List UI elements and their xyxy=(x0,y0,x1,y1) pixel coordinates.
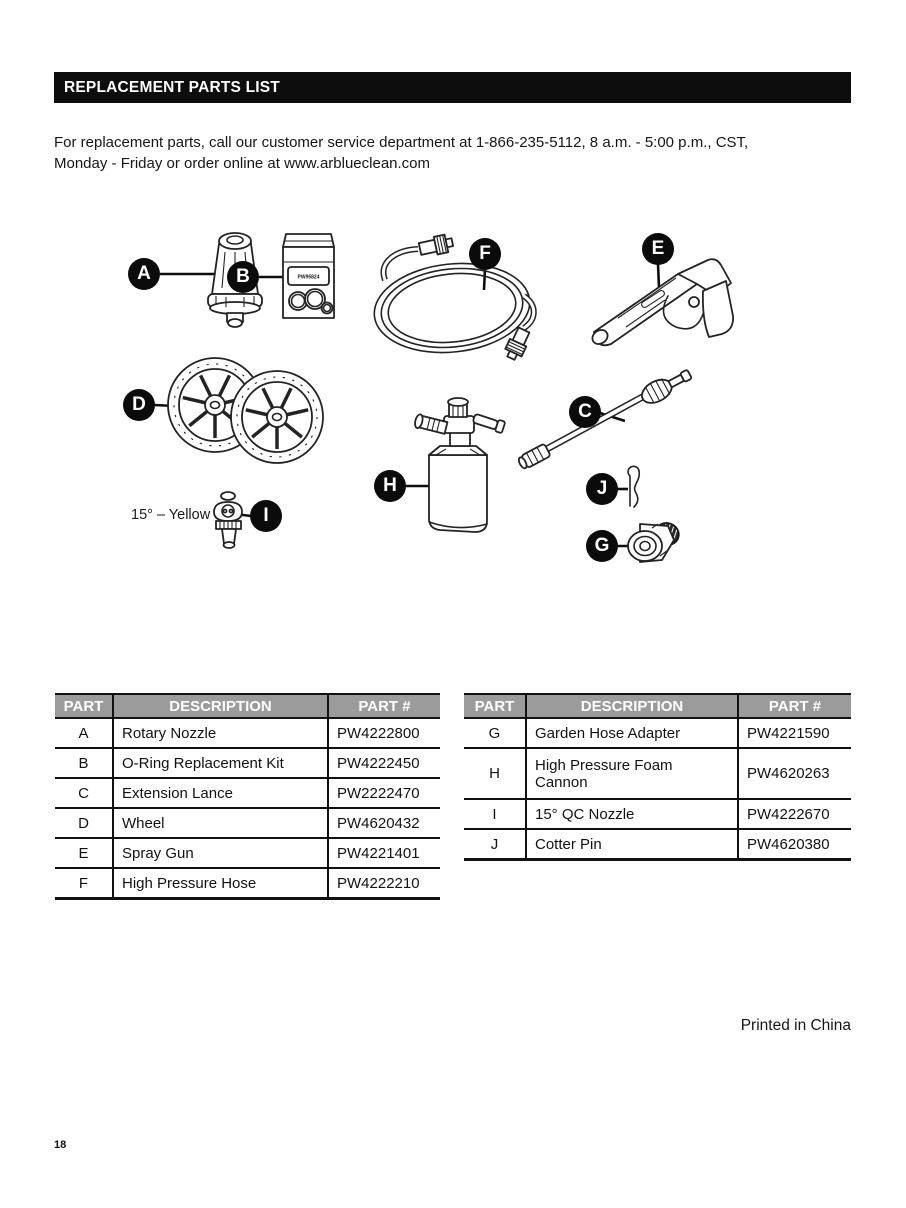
callout-J-letter: J xyxy=(596,478,608,499)
callout-D-letter: D xyxy=(132,394,146,415)
part-number: PW4222210 xyxy=(328,868,440,899)
table-row xyxy=(55,838,440,868)
table-row xyxy=(55,778,440,808)
wheels-drawing xyxy=(168,358,323,463)
part-description: High Pressure Foam Cannon xyxy=(526,748,738,799)
callout-H-letter: H xyxy=(383,475,397,496)
package-label-text: PW95824 xyxy=(297,274,320,281)
intro-text xyxy=(54,132,844,174)
cotter-pin-drawing xyxy=(628,466,639,507)
part-number: PW4222450 xyxy=(328,748,440,778)
nozzle-angle-note: 15° – Yellow xyxy=(131,507,211,523)
parts-table-right xyxy=(464,693,851,861)
oring-kit-drawing xyxy=(283,234,334,318)
part-letter: D xyxy=(55,808,113,838)
callout-F xyxy=(469,238,501,270)
table-row xyxy=(464,799,851,829)
callout-C-letter: C xyxy=(578,401,592,422)
part-letter: A xyxy=(55,718,113,748)
part-number: PW4221590 xyxy=(738,718,851,748)
callout-H xyxy=(374,470,406,502)
table-row xyxy=(55,868,440,899)
section-title-bar xyxy=(54,72,851,103)
part-letter: J xyxy=(464,829,526,860)
garden-hose-adapter-drawing xyxy=(628,520,682,562)
foam-cannon-drawing xyxy=(414,398,506,532)
part-description: Spray Gun xyxy=(113,838,328,868)
part-description: High Pressure Hose xyxy=(113,868,328,899)
table-row xyxy=(464,748,851,799)
part-description: O-Ring Replacement Kit xyxy=(113,748,328,778)
callout-A xyxy=(128,258,160,290)
callout-A-letter: A xyxy=(137,263,151,284)
callout-E-letter: E xyxy=(651,238,665,259)
intro-line-1: For replacement parts, call our customer service department at 1-866-235-5112, 8 a.m. - 5:00 p.m., CST, xyxy=(54,134,749,151)
column-header-description: DESCRIPTION xyxy=(526,694,738,718)
table-header-row xyxy=(464,694,851,718)
column-header-part-number: PART # xyxy=(328,694,440,718)
part-letter: I xyxy=(464,799,526,829)
page-title: REPLACEMENT PARTS LIST xyxy=(64,78,280,96)
part-description: Wheel xyxy=(113,808,328,838)
part-description: Garden Hose Adapter xyxy=(526,718,738,748)
table-row xyxy=(464,718,851,748)
high-pressure-hose-drawing xyxy=(370,233,534,362)
parts-table-left xyxy=(55,693,440,900)
callout-B xyxy=(227,261,259,293)
column-header-part: PART xyxy=(55,694,113,718)
part-number: PW4221401 xyxy=(328,838,440,868)
part-description: Extension Lance xyxy=(113,778,328,808)
column-header-part: PART xyxy=(464,694,526,718)
part-letter: G xyxy=(464,718,526,748)
part-number: PW4222800 xyxy=(328,718,440,748)
part-letter: B xyxy=(55,748,113,778)
callout-I-letter: I xyxy=(263,505,269,526)
part-letter: F xyxy=(55,868,113,899)
callout-F-letter: F xyxy=(479,243,491,264)
callout-E xyxy=(642,233,674,265)
table-row xyxy=(464,829,851,860)
table-row xyxy=(55,808,440,838)
part-description: Cotter Pin xyxy=(526,829,738,860)
callout-I xyxy=(250,500,282,532)
part-number: PW4620432 xyxy=(328,808,440,838)
intro-line-2: Monday - Friday or order online at www.arblueclean.com xyxy=(54,155,431,172)
part-description: 15° QC Nozzle xyxy=(526,799,738,829)
printed-in-note: Printed in China xyxy=(740,1017,851,1034)
callout-G xyxy=(586,530,618,562)
part-number: PW4620263 xyxy=(738,748,851,799)
spray-gun-drawing xyxy=(590,259,733,347)
part-letter: E xyxy=(55,838,113,868)
page-number: 18 xyxy=(54,1139,67,1151)
part-number: PW4222670 xyxy=(738,799,851,829)
callout-J xyxy=(586,473,618,505)
part-letter: H xyxy=(464,748,526,799)
table-header-row xyxy=(55,694,440,718)
callout-C xyxy=(569,396,601,428)
column-header-part-number: PART # xyxy=(738,694,851,718)
callout-B-letter: B xyxy=(236,266,250,287)
part-number: PW2222470 xyxy=(328,778,440,808)
extension-lance-drawing xyxy=(517,365,694,470)
callout-D xyxy=(123,389,155,421)
column-header-description: DESCRIPTION xyxy=(113,694,328,718)
part-letter: C xyxy=(55,778,113,808)
part-description: Rotary Nozzle xyxy=(113,718,328,748)
table-row xyxy=(55,748,440,778)
part-number: PW4620380 xyxy=(738,829,851,860)
table-row xyxy=(55,718,440,748)
callout-G-letter: G xyxy=(594,535,610,556)
